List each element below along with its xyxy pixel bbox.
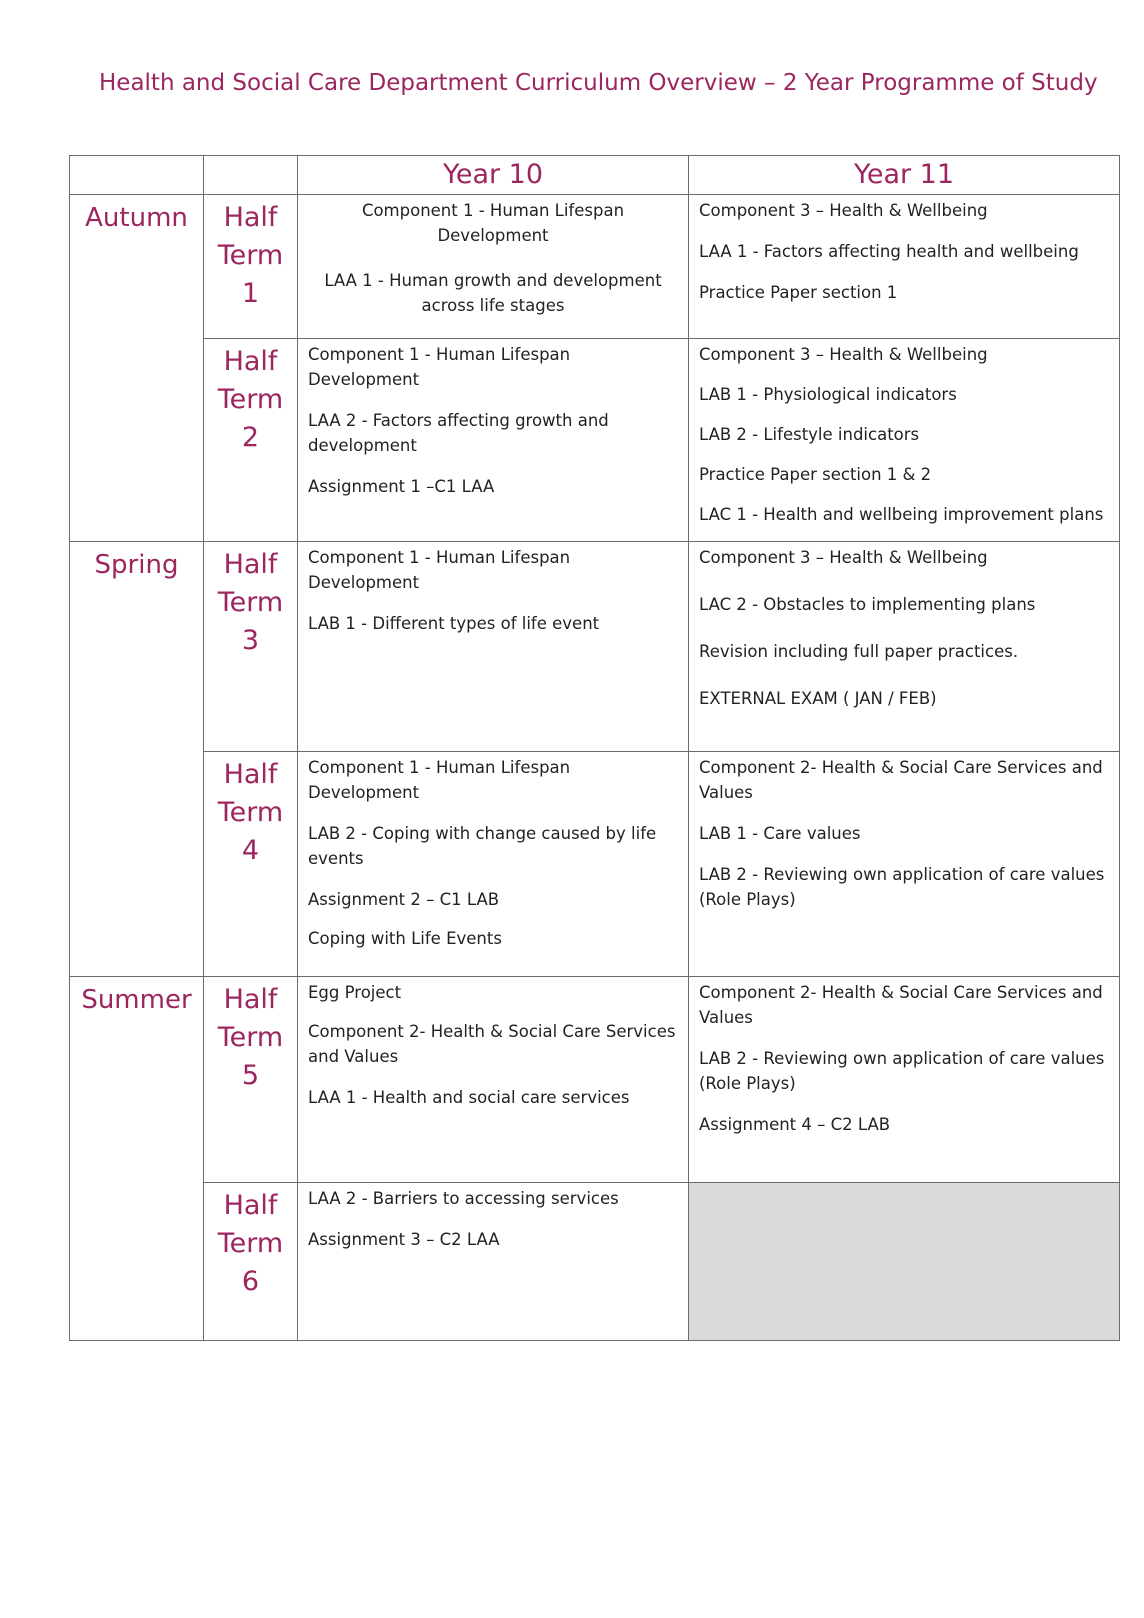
curriculum-table xyxy=(69,155,1120,1341)
table-row xyxy=(70,977,1120,1183)
season-autumn: Autumn xyxy=(70,195,204,339)
blank-header-cell xyxy=(70,156,204,195)
year10-term4: Component 1 - Human Lifespan Development LAB 2 - Coping with change caused by life events Assignment 2 – C1 LAB Coping with Life Events xyxy=(298,752,689,977)
year10-term3: Component 1 - Human Lifespan Development LAB 1 - Different types of life event xyxy=(298,542,689,752)
year-10-header: Year 10 xyxy=(298,156,689,195)
year11-term2: Component 3 – Health & Wellbeing LAB 1 - Physiological indicators LAB 2 - Lifestyle indicators Practice Paper section 1 & 2 LAC 1 - Health and wellbeing improvement plans xyxy=(689,339,1120,542)
year11-term4: Component 2- Health & Social Care Services and Values LAB 1 - Care values LAB 2 - Reviewing own application of care values (Role Plays) xyxy=(689,752,1120,977)
season-spring-continued xyxy=(70,752,204,977)
blank-header-cell xyxy=(204,156,298,195)
year11-term1: Component 3 – Health & Wellbeing LAA 1 - Factors affecting health and wellbeing Practice Paper section 1 xyxy=(689,195,1120,339)
table-row xyxy=(70,195,1120,339)
season-summer: Summer xyxy=(70,977,204,1183)
year11-term3: Component 3 – Health & Wellbeing LAC 2 - Obstacles to implementing plans Revision including full paper practices. EXTERNAL EXAM ( JAN / FEB) xyxy=(689,542,1120,752)
term-label-5: Half Term 5 xyxy=(204,977,298,1183)
term-label-3: Half Term 3 xyxy=(204,542,298,752)
year10-term5: Egg Project Component 2- Health & Social Care Services and Values LAA 1 - Health and social care services xyxy=(298,977,689,1183)
term-label-2: Half Term 2 xyxy=(204,339,298,542)
table-row xyxy=(70,1183,1120,1341)
year10-term6: LAA 2 - Barriers to accessing services Assignment 3 – C2 LAA xyxy=(298,1183,689,1341)
season-spring: Spring xyxy=(70,542,204,752)
term-label-4: Half Term 4 xyxy=(204,752,298,977)
season-autumn-continued xyxy=(70,339,204,542)
season-summer-continued xyxy=(70,1183,204,1341)
header-row xyxy=(70,156,1120,195)
term-label-1: Half Term 1 xyxy=(204,195,298,339)
table-row xyxy=(70,339,1120,542)
year10-term1: Component 1 - Human Lifespan Development LAA 1 - Human growth and development across life stages xyxy=(298,195,689,339)
table-row xyxy=(70,542,1120,752)
table-row xyxy=(70,752,1120,977)
year11-term6-empty xyxy=(689,1183,1120,1341)
document-title: Health and Social Care Department Curriculum Overview – 2 Year Programme of Study xyxy=(99,70,1098,96)
year10-term2: Component 1 - Human Lifespan Development LAA 2 - Factors affecting growth and development Assignment 1 –C1 LAA xyxy=(298,339,689,542)
term-label-6: Half Term 6 xyxy=(204,1183,298,1341)
year11-term5: Component 2- Health & Social Care Services and Values LAB 2 - Reviewing own application of care values (Role Plays) Assignment 4 – C2 LAB xyxy=(689,977,1120,1183)
year-11-header: Year 11 xyxy=(689,156,1120,195)
